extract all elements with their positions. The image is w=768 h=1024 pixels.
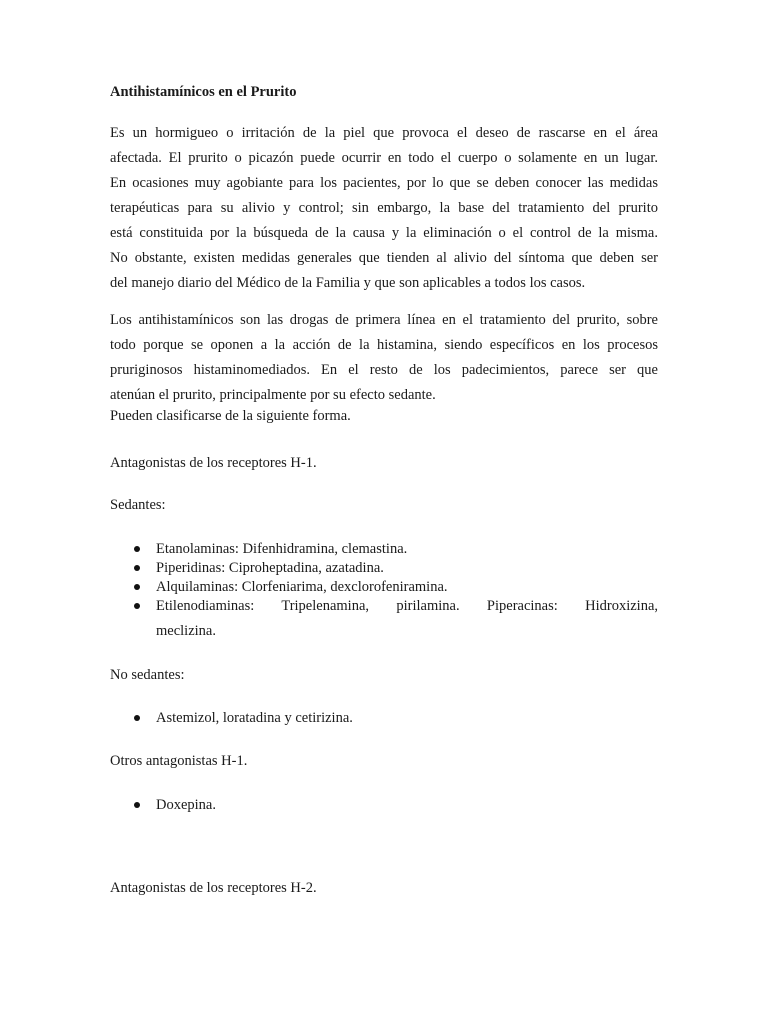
no-sedantes-list	[110, 709, 658, 728]
list-item-text: Piperidinas: Ciproheptadina, azatadina.	[156, 560, 384, 576]
list-item-text: Alquilaminas: Clorfeniarima, dexclorofeniramina.	[156, 579, 448, 595]
paragraph-line: pruriginosos histaminomediados. En el resto de los padecimientos, parece ser que	[110, 362, 658, 378]
list-item	[110, 578, 658, 597]
no-sedantes-label: No sedantes:	[110, 667, 185, 683]
bullet-icon	[134, 715, 140, 721]
list-item-word: Tripelenamina,	[281, 598, 370, 614]
paragraph-line: Los antihistamínicos son las drogas de primera línea en el tratamiento del prurito, sobre	[110, 312, 658, 328]
list-item	[110, 559, 658, 578]
paragraph-line: terapéuticas para su alivio y control; sin embargo, la base del tratamiento del prurito	[110, 200, 658, 216]
sedantes-list	[110, 540, 658, 641]
list-item-continuation: meclizina.	[156, 623, 216, 639]
h1-receptors-heading: Antagonistas de los receptores H-1.	[110, 455, 317, 471]
list-item	[110, 796, 658, 815]
paragraph-line: atenúan el prurito, principalmente por su efecto sedante.	[110, 387, 436, 403]
bullet-icon	[134, 565, 140, 571]
paragraph-line: está constituida por la búsqueda de la causa y la eliminación o el control de la misma.	[110, 225, 658, 241]
h2-receptors-heading: Antagonistas de los receptores H-2.	[110, 880, 317, 896]
bullet-icon	[134, 546, 140, 552]
bullet-icon	[134, 584, 140, 590]
paragraph-line: En ocasiones muy agobiante para los pacientes, por lo que se deben conocer las medidas	[110, 175, 658, 191]
bullet-icon	[134, 802, 140, 808]
paragraph-line: Es un hormigueo o irritación de la piel que provoca el deseo de rascarse en el área	[110, 125, 658, 141]
list-item-word: pirilamina.	[396, 598, 460, 614]
otros-list	[110, 796, 658, 815]
list-item-word: Piperacinas:	[486, 598, 558, 614]
list-item-word: Hidroxizina,	[585, 598, 659, 614]
list-item	[110, 709, 658, 728]
sedantes-label: Sedantes:	[110, 497, 166, 513]
bullet-icon	[134, 603, 140, 609]
paragraph-line: del manejo diario del Médico de la Familia y que son aplicables a todos los casos.	[110, 275, 586, 291]
otros-label: Otros antagonistas H-1.	[110, 753, 248, 769]
paragraph-line: afectada. El prurito o picazón puede ocurrir en todo el cuerpo o solamente en un lugar.	[110, 150, 658, 166]
list-item-text: Etanolaminas: Difenhidramina, clemastina.	[156, 541, 408, 557]
paragraph-line: todo porque se oponen a la acción de la histamina, siendo específicos en los procesos	[110, 337, 658, 353]
intro-paragraph	[110, 121, 658, 296]
list-item-text: Doxepina.	[156, 797, 216, 813]
list-item-word: Etilenodiaminas:	[156, 598, 255, 614]
list-item-text: Astemizol, loratadina y cetirizina.	[156, 710, 353, 726]
paragraph-line: Pueden clasificarse de la siguiente forma.	[110, 408, 351, 424]
paragraph-line: No obstante, existen medidas generales que tienden al alivio del síntoma que deben ser	[110, 250, 658, 266]
list-item	[110, 597, 658, 641]
antihistamine-paragraph	[110, 308, 658, 429]
document-title: Antihistamínicos en el Prurito	[110, 84, 297, 100]
list-item	[110, 540, 658, 559]
list-item-row	[156, 597, 658, 616]
